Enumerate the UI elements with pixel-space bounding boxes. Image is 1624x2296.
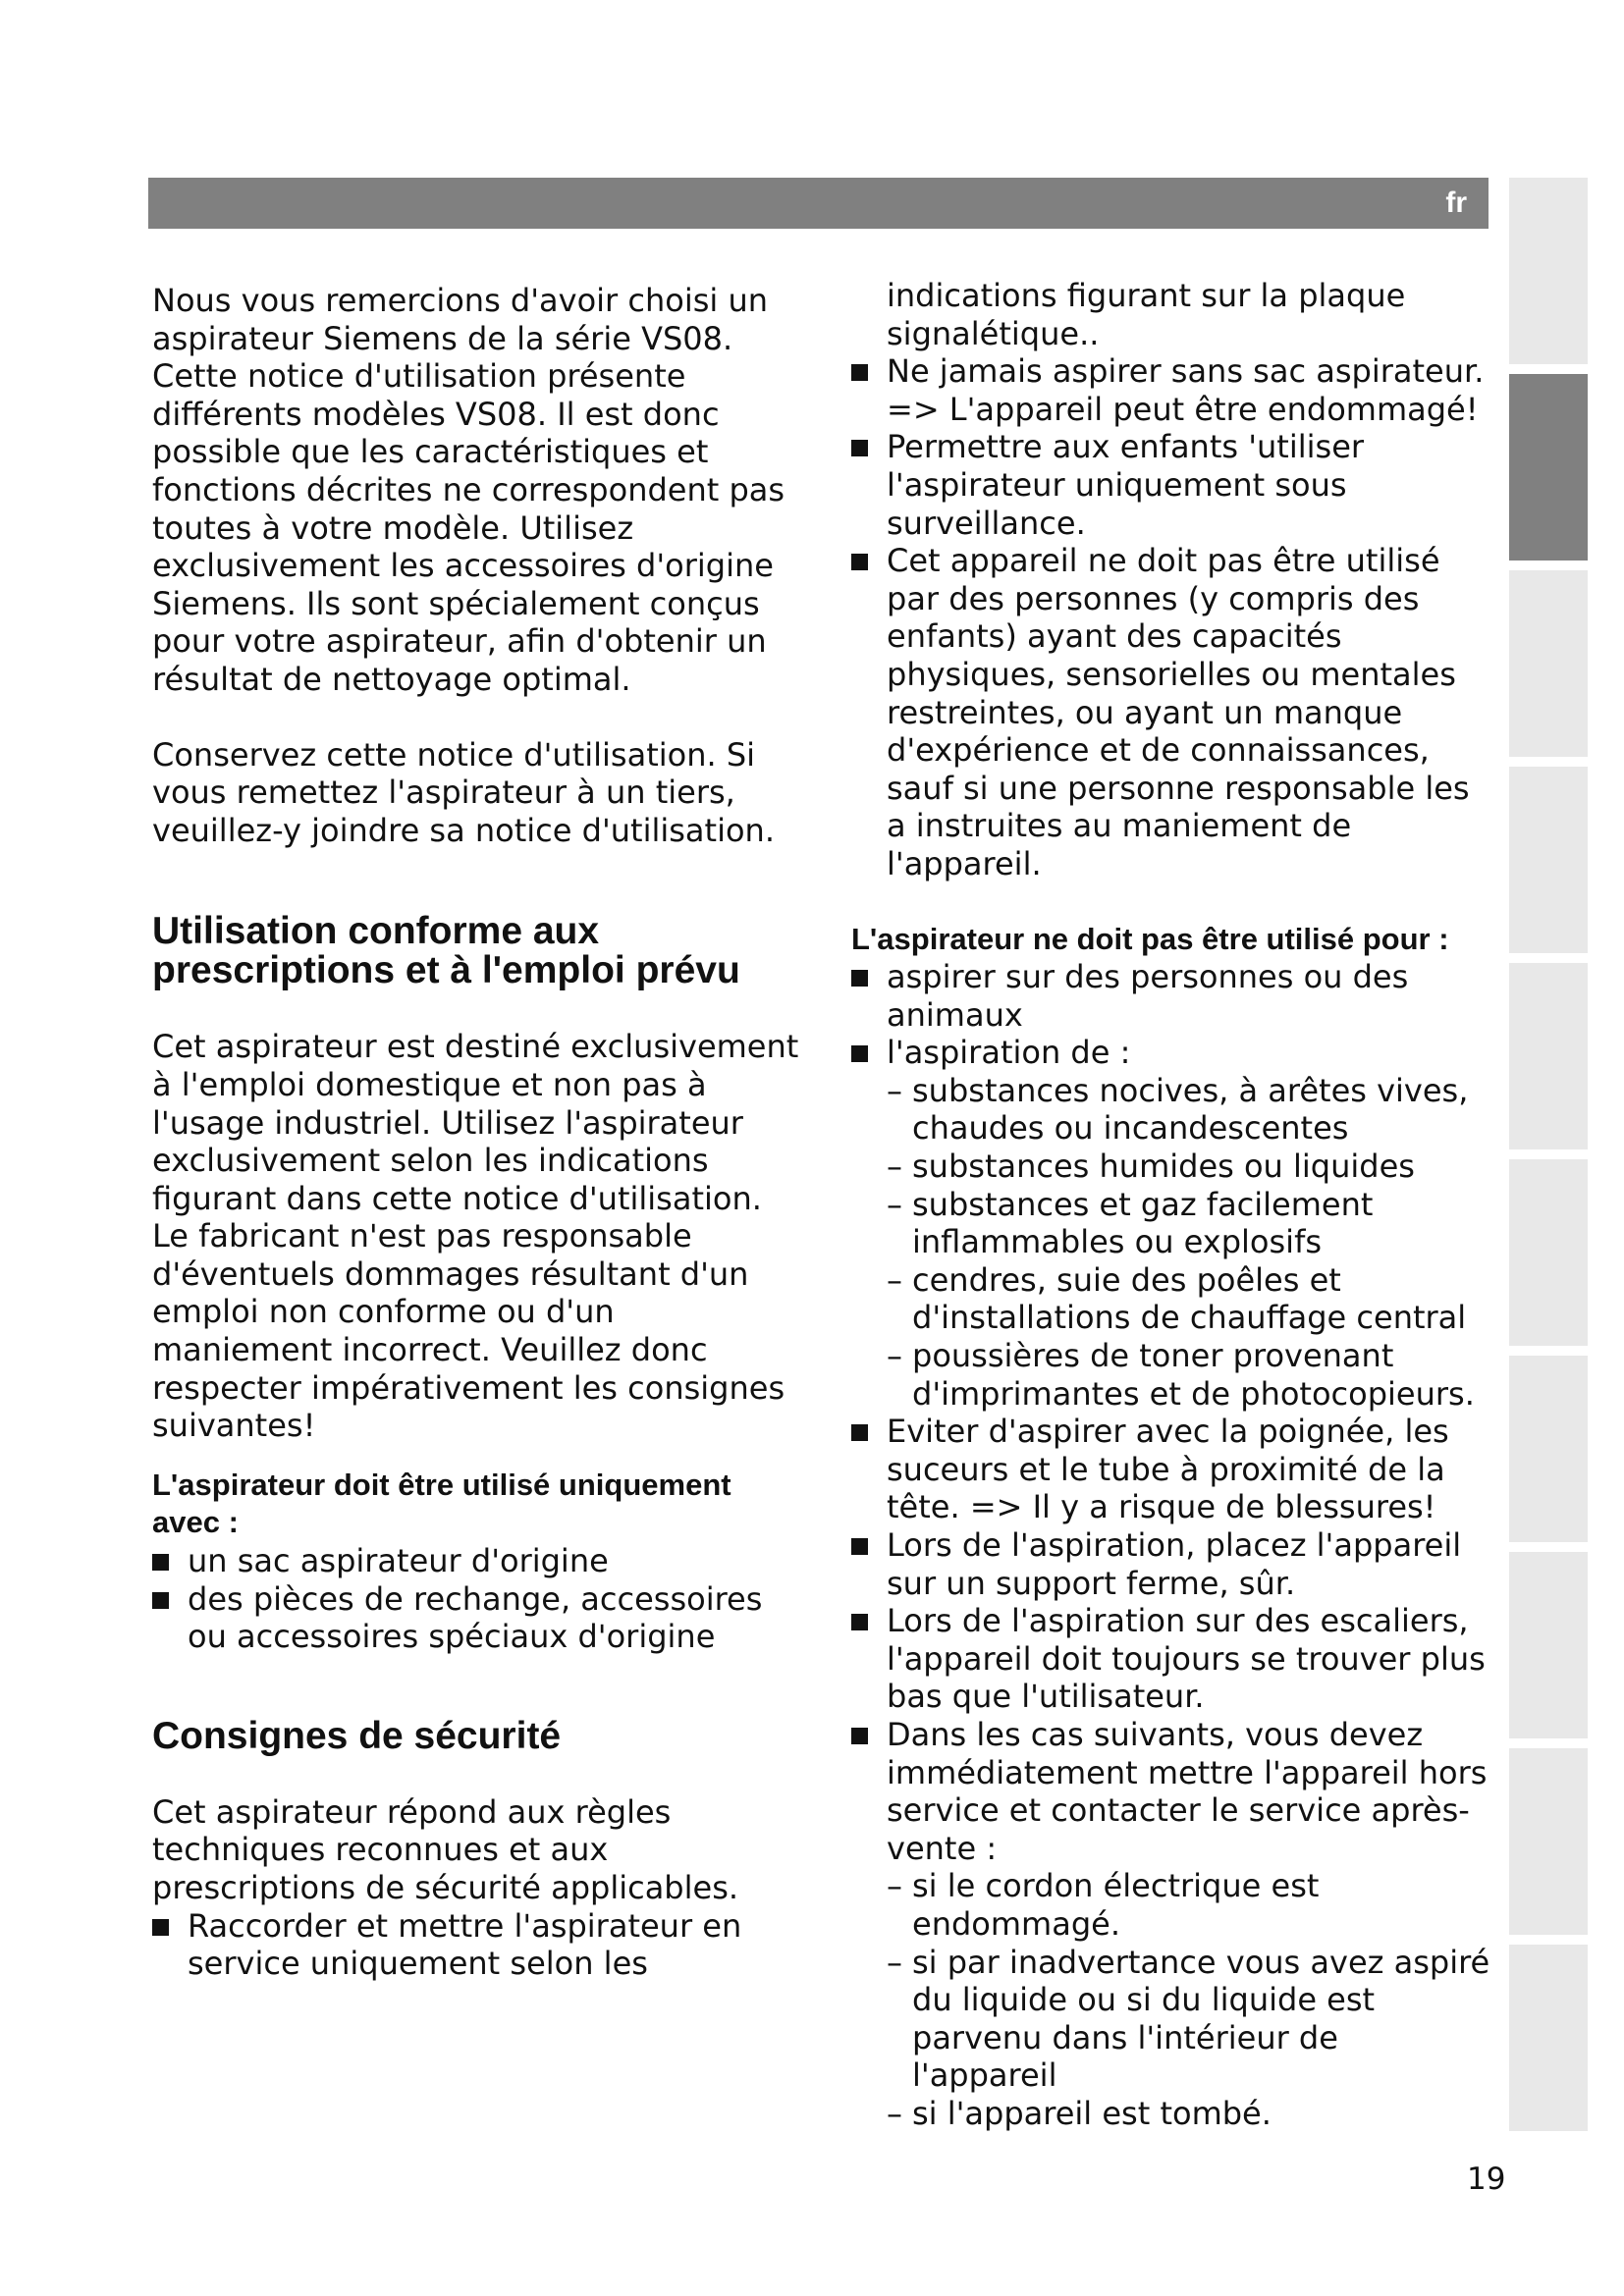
section-tab-active	[1509, 374, 1588, 561]
only-with-heading: L'aspirateur doit être utilisé uniquement avec :	[152, 1467, 731, 1540]
list-item: un sac aspirateur d'origine	[152, 1542, 800, 1580]
list-item: Lors de l'aspiration, placez l'appareil sur un support ferme, sûr.	[851, 1526, 1491, 1602]
not-for-heading: L'aspirateur ne doit pas être utilisé pour :	[851, 921, 1449, 956]
usage-heading: Utilisation conforme aux prescriptions et à l'emploi prévu	[152, 910, 740, 992]
section-tab	[1509, 1552, 1588, 1738]
section-tab	[1509, 1159, 1588, 1346]
section-tab	[1509, 1748, 1588, 1935]
sub-list-item: – substances humides ou liquides	[887, 1148, 1491, 1186]
list-item-text: l'aspiration de :	[887, 1034, 1131, 1072]
sub-list-item: – si par inadvertance vous avez aspiré du liquide ou si du liquide est parvenu dans l'intérieur de l'appareil	[887, 1944, 1491, 2095]
list-item: des pièces de rechange, accessoires ou accessoires spéciaux d'origine	[152, 1580, 800, 1656]
safety-heading: Consignes de sécurité	[152, 1714, 562, 1757]
section-tab	[1509, 963, 1588, 1149]
left-column	[152, 282, 800, 1983]
sub-list	[887, 1867, 1491, 2132]
list-item-text: Dans les cas suivants, vous devez immédiatement mettre l'appareil hors service et contacter le service après-vente :	[887, 1715, 1488, 1867]
only-with-list	[152, 1542, 800, 1656]
usage-paragraph: Cet aspirateur est destiné exclusivement à l'emploi domestique et non pas à l'usage industriel. Utilisez l'aspirateur exclusivement selon les indications figurant dans cette notice d'utilisation. Le fabricant n'est pas responsable d'éventuels dommages résultant d'un emploi non conforme ou d'un maniement incorrect. Veuillez donc respecter impérativement les consignes suivantes!	[152, 1028, 799, 1445]
list-item: aspirer sur des personnes ou des animaux	[851, 958, 1491, 1034]
sub-list-item: – poussières de toner provenant d'imprimantes et de photocopieurs.	[887, 1337, 1491, 1413]
safety-intro-paragraph: Cet aspirateur répond aux règles techniques reconnues et aux prescriptions de sécurité applicables.	[152, 1792, 739, 1906]
list-item: Raccorder et mettre l'aspirateur en service uniquement selon les	[152, 1907, 800, 1983]
section-tabs	[1509, 178, 1588, 2141]
header-bar	[148, 178, 1489, 229]
right-column	[851, 277, 1491, 2133]
safety-list	[152, 1907, 800, 1983]
sub-list-item: – substances et gaz facilement inflammables ou explosifs	[887, 1186, 1491, 1261]
safety-list-continued	[851, 352, 1491, 882]
section-tab	[1509, 1356, 1588, 1542]
list-item: Lors de l'aspiration sur des escaliers, l'appareil doit toujours se trouver plus bas que l'utilisateur.	[851, 1602, 1491, 1716]
list-item: Eviter d'aspirer avec la poignée, les suceurs et le tube à proximité de la tête. => Il y a risque de blessures!	[851, 1413, 1491, 1526]
continued-text: indications figurant sur la plaque signalétique..	[887, 277, 1406, 352]
section-tab	[1509, 767, 1588, 953]
list-item: Cet appareil ne doit pas être utilisé par des personnes (y compris des enfants) ayant des capacités physiques, sensorielles ou mentales restreintes, ou ayant un manque d'expérience et de connaissances, sauf si une personne responsable les a instruites au maniement de l'appareil.	[851, 542, 1491, 882]
section-tab	[1509, 570, 1588, 757]
intro-paragraph: Nous vous remercions d'avoir choisi un aspirateur Siemens de la série VS08. Cette notice d'utilisation présente différents modèles VS08. Il est donc possible que les caractéristiques et fonctions décrites ne correspondent pas toutes à votre modèle. Utilisez exclusivement les accessoires d'origine Siemens. Ils sont spécialement conçus pour votre aspirateur, afin d'obtenir un résultat de nettoyage optimal.	[152, 282, 785, 698]
language-code: fr	[1445, 187, 1467, 219]
sub-list	[887, 1072, 1491, 1413]
sub-list-item: – si l'appareil est tombé.	[887, 2095, 1491, 2133]
page-number: 19	[1467, 2162, 1506, 2197]
section-tab	[1509, 178, 1588, 364]
not-for-list	[851, 958, 1491, 2132]
sub-list-item: – cendres, suie des poêles et d'installations de chauffage central	[887, 1261, 1491, 1337]
sub-list-item: – substances nocives, à arêtes vives, chaudes ou incandescentes	[887, 1072, 1491, 1148]
list-item: Permettre aux enfants 'utiliser l'aspirateur uniquement sous surveillance.	[851, 428, 1491, 542]
list-item	[851, 1716, 1491, 2133]
sub-list-item: – si le cordon électrique est endommagé.	[887, 1867, 1491, 1943]
list-item	[851, 1034, 1491, 1413]
keep-notice-paragraph: Conservez cette notice d'utilisation. Si vous remettez l'aspirateur à un tiers, veuillez-y joindre sa notice d'utilisation.	[152, 735, 775, 849]
list-item: Ne jamais aspirer sans sac aspirateur. => L'appareil peut être endommagé!	[851, 352, 1491, 428]
section-tab	[1509, 1945, 1588, 2131]
